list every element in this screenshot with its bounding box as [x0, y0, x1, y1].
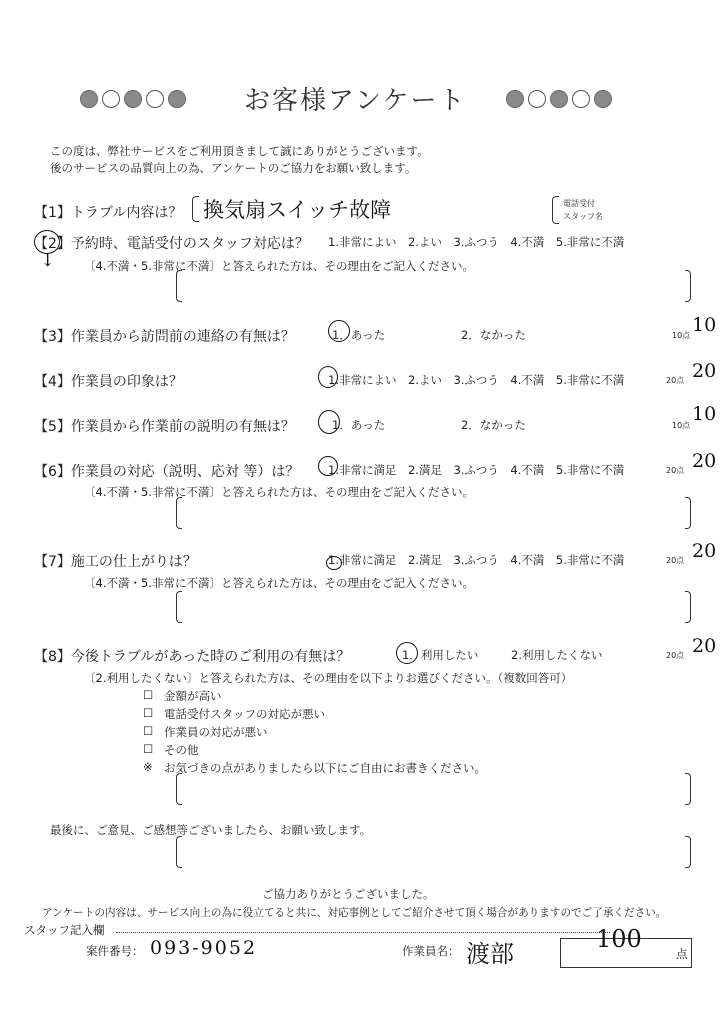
- q5-score: 10: [692, 403, 717, 425]
- q7-points: 20点: [666, 556, 685, 565]
- q8-score: 20: [692, 635, 717, 657]
- q4-label: 【4】作業員の印象は？: [34, 374, 183, 390]
- q8-option-2[interactable]: 2.利用したくない: [511, 648, 603, 662]
- thanks-text: ご協力ありがとうございました。: [262, 887, 435, 901]
- staff-section-label: スタッフ記入欄: [24, 923, 105, 937]
- q6-label: 【6】作業員の対応（説明、応対 等）は？: [34, 464, 300, 480]
- case-number-value[interactable]: 093-9052: [150, 937, 258, 959]
- total-score-value[interactable]: 100: [596, 925, 642, 953]
- q4-options[interactable]: 1.非常によい 2.よい 3.ふつう 4.不満 5.非常に不満: [328, 373, 625, 387]
- dot-icon: [102, 90, 120, 108]
- q5-option-2[interactable]: 2．なかった: [461, 418, 526, 432]
- free-comment-note: お気づきの点がありましたら以下にご自由にお書きください。: [164, 761, 486, 775]
- total-score-unit: 点: [676, 947, 688, 961]
- q1-answer[interactable]: 換気扇スイッチ故障: [203, 198, 392, 222]
- closing-comment-field[interactable]: [176, 836, 691, 868]
- q5-points: 10点: [672, 421, 691, 430]
- q7-note: 〔4.不満・5.非常に不満〕と答えられた方は、その理由をご記入ください。: [84, 576, 474, 590]
- disclaimer-text: アンケートの内容は、サービス向上の為に役立てると共に、対応事例としてご紹介させて頂く場合がありますのでご了承ください。: [42, 907, 667, 919]
- reason-checkbox-3[interactable]: ☐: [143, 724, 154, 738]
- q7-label: 【7】施工の仕上がりは？: [34, 554, 197, 570]
- reason-label-2: 電話受付スタッフの対応が悪い: [164, 707, 325, 721]
- q1-label: 【1】トラブル内容は？: [34, 205, 183, 221]
- worker-name-value[interactable]: 渡部: [466, 940, 514, 968]
- reason-label-4: その他: [164, 743, 199, 757]
- dot-icon: [594, 90, 612, 108]
- q6-points: 20点: [666, 466, 685, 475]
- free-comment-field[interactable]: [176, 773, 691, 805]
- q4-points: 20点: [666, 376, 685, 385]
- staff-section-dotted-line: [116, 932, 610, 933]
- q1-bracket-open: [192, 196, 199, 222]
- q5-label: 【5】作業員から作業前の説明の有無は？: [34, 419, 295, 435]
- dot-icon: [124, 90, 142, 108]
- q4-score: 20: [692, 360, 717, 382]
- q6-note: 〔4.不満・5.非常に不満〕と答えられた方は、その理由をご記入ください。: [84, 485, 474, 499]
- q7-reason-field[interactable]: [176, 591, 691, 623]
- q6-score: 20: [692, 450, 717, 472]
- staff-name-bracket: [552, 196, 559, 224]
- q5-option-1[interactable]: 1．あった: [332, 418, 386, 432]
- dot-icon: [572, 90, 590, 108]
- closing-text: 最後に、ご意見、ご感想等ございましたら、お願い致します。: [50, 823, 372, 837]
- header-dots-left: [80, 90, 186, 108]
- intro-line-1: この度は、弊社サービスをご利用頂きまして誠にありがとうございます。: [50, 144, 429, 158]
- dot-icon: [146, 90, 164, 108]
- intro-line-2: 後のサービスの品質向上の為、アンケートのご協力をお願い致します。: [50, 161, 417, 175]
- q2-reason-field[interactable]: [176, 270, 691, 302]
- reason-checkbox-1[interactable]: ☐: [143, 688, 154, 702]
- staff-label-2: スタッフ名: [563, 212, 603, 221]
- dot-icon: [80, 90, 98, 108]
- q7-score: 20: [692, 540, 717, 562]
- dot-icon: [506, 90, 524, 108]
- q3-label: 【3】作業員から訪問前の連絡の有無は？: [34, 329, 295, 345]
- q6-options[interactable]: 1.非常に満足 2.満足 3.ふつう 4.不満 5.非常に不満: [328, 463, 625, 477]
- q3-points: 10点: [672, 331, 691, 340]
- q6-reason-field[interactable]: [176, 497, 691, 529]
- reason-checkbox-2[interactable]: ☐: [143, 706, 154, 720]
- q2-note: 〔4.不満・5.非常に不満〕と答えられた方は、その理由をご記入ください。: [84, 259, 474, 273]
- header-dots-right: [506, 90, 612, 108]
- q8-label: 【8】今後トラブルがあった時のご利用の有無は？: [34, 649, 351, 665]
- case-number-label: 案件番号：: [86, 944, 144, 958]
- q3-score: 10: [692, 314, 717, 336]
- reason-checkbox-4[interactable]: ☐: [143, 742, 154, 756]
- q3-option-2[interactable]: 2．なかった: [461, 328, 526, 342]
- q8-note: 〔2.利用したくない〕と答えられた方は、その理由を以下よりお選びください。（複数回答可）: [84, 671, 573, 685]
- dot-icon: [528, 90, 546, 108]
- q7-options[interactable]: 1.非常に満足 2.満足 3.ふつう 4.不満 5.非常に不満: [328, 553, 625, 567]
- worker-name-label: 作業員名：: [402, 944, 460, 958]
- q2-arrow-mark: ↓: [40, 250, 56, 271]
- q2-options[interactable]: 1.非常によい 2.よい 3.ふつう 4.不満 5.非常に不満: [328, 235, 625, 249]
- staff-label-1: 電話受付: [563, 199, 595, 208]
- dot-icon: [168, 90, 186, 108]
- note-mark-icon: ※: [143, 760, 153, 774]
- q8-option-1[interactable]: 1．利用したい: [402, 648, 479, 662]
- q8-points: 20点: [666, 651, 685, 660]
- page-title: お客様アンケート: [244, 86, 467, 116]
- q2-label: 【2】予約時、電話受付のスタッフ対応は？: [34, 236, 309, 252]
- reason-label-1: 金額が高い: [164, 689, 222, 703]
- q3-option-1[interactable]: 1．あった: [332, 328, 386, 342]
- dot-icon: [550, 90, 568, 108]
- reason-label-3: 作業員の対応が悪い: [164, 725, 268, 739]
